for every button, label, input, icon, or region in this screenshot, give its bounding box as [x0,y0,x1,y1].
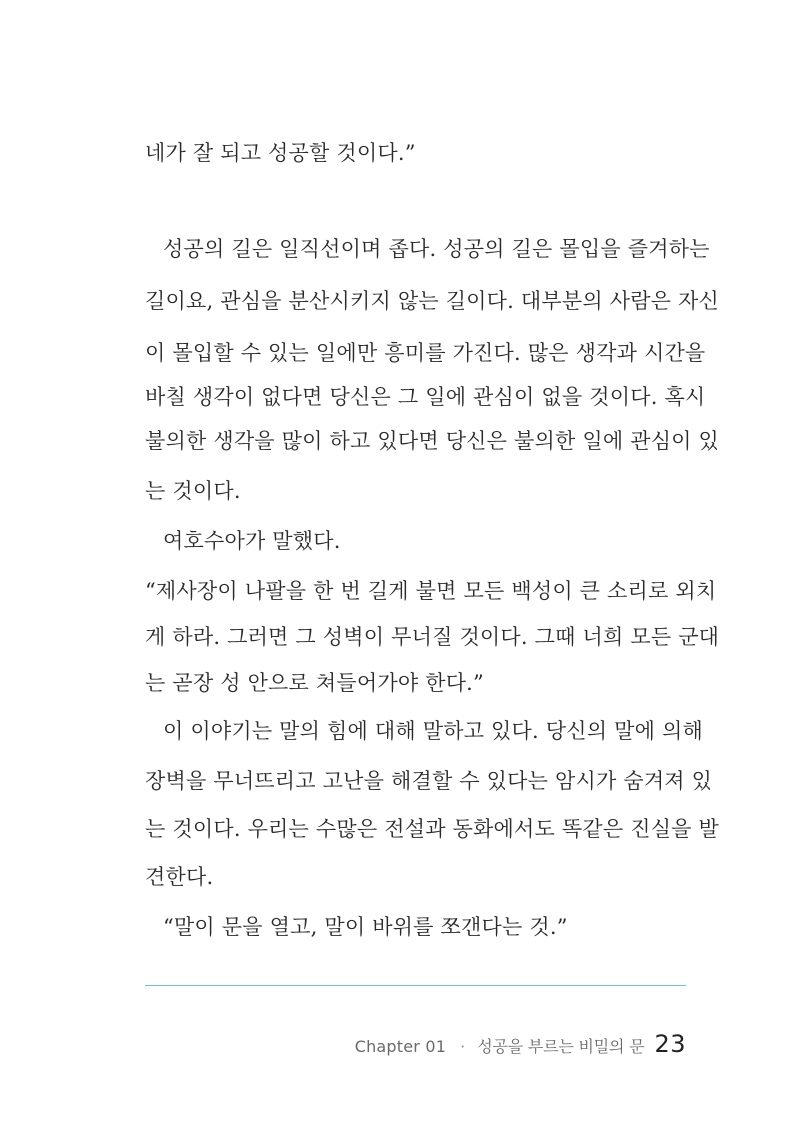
body-line: 는 것이다. 우리는 수많은 전설과 동화에서도 똑같은 진실을 발 [145,817,720,841]
body-line: “제사장이 나팔을 한 번 길게 불면 모든 백성이 큰 소리로 외치 [145,579,717,603]
page-number: 23 [654,1030,686,1058]
body-line: 네가 잘 되고 성공할 것이다.” [145,141,416,165]
body-line: 견한다. [145,865,214,889]
chapter-label: Chapter 01 [354,1037,447,1056]
page-footer [355,1030,686,1058]
footer-separator: · [460,1037,466,1056]
chapter-title: 성공을 부르는 비밀의 문 [477,1037,645,1056]
body-line: 장벽을 무너뜨리고 고난을 해결할 수 있다는 암시가 숨겨져 있 [145,769,713,793]
body-line: 는 것이다. [145,479,241,503]
body-line: 게 하라. 그러면 그 성벽이 무너질 것이다. 그때 너희 모든 군대 [145,625,720,649]
body-line: 이 이야기는 말의 힘에 대해 말하고 있다. 당신의 말에 의해 [163,719,703,743]
body-line: 불의한 생각을 많이 하고 있다면 당신은 불의한 일에 관심이 있 [145,429,720,453]
body-line: 성공의 길은 일직선이며 좁다. 성공의 길은 몰입을 즐겨하는 [163,237,710,261]
body-line: 길이요, 관심을 분산시키지 않는 길이다. 대부분의 사람은 자신 [145,289,720,313]
body-line: 여호수아가 말했다. [163,529,341,553]
body-line: “말이 문을 열고, 말이 바위를 쪼갠다는 것.” [163,915,568,939]
body-line: 이 몰입할 수 있는 일에만 흥미를 가진다. 많은 생각과 시간을 [145,341,706,365]
body-line: 는 곧장 성 안으로 쳐들어가야 한다.” [145,671,484,695]
body-line: 바칠 생각이 없다면 당신은 그 일에 관심이 없을 것이다. 혹시 [145,385,706,409]
footer-rule [145,985,686,986]
